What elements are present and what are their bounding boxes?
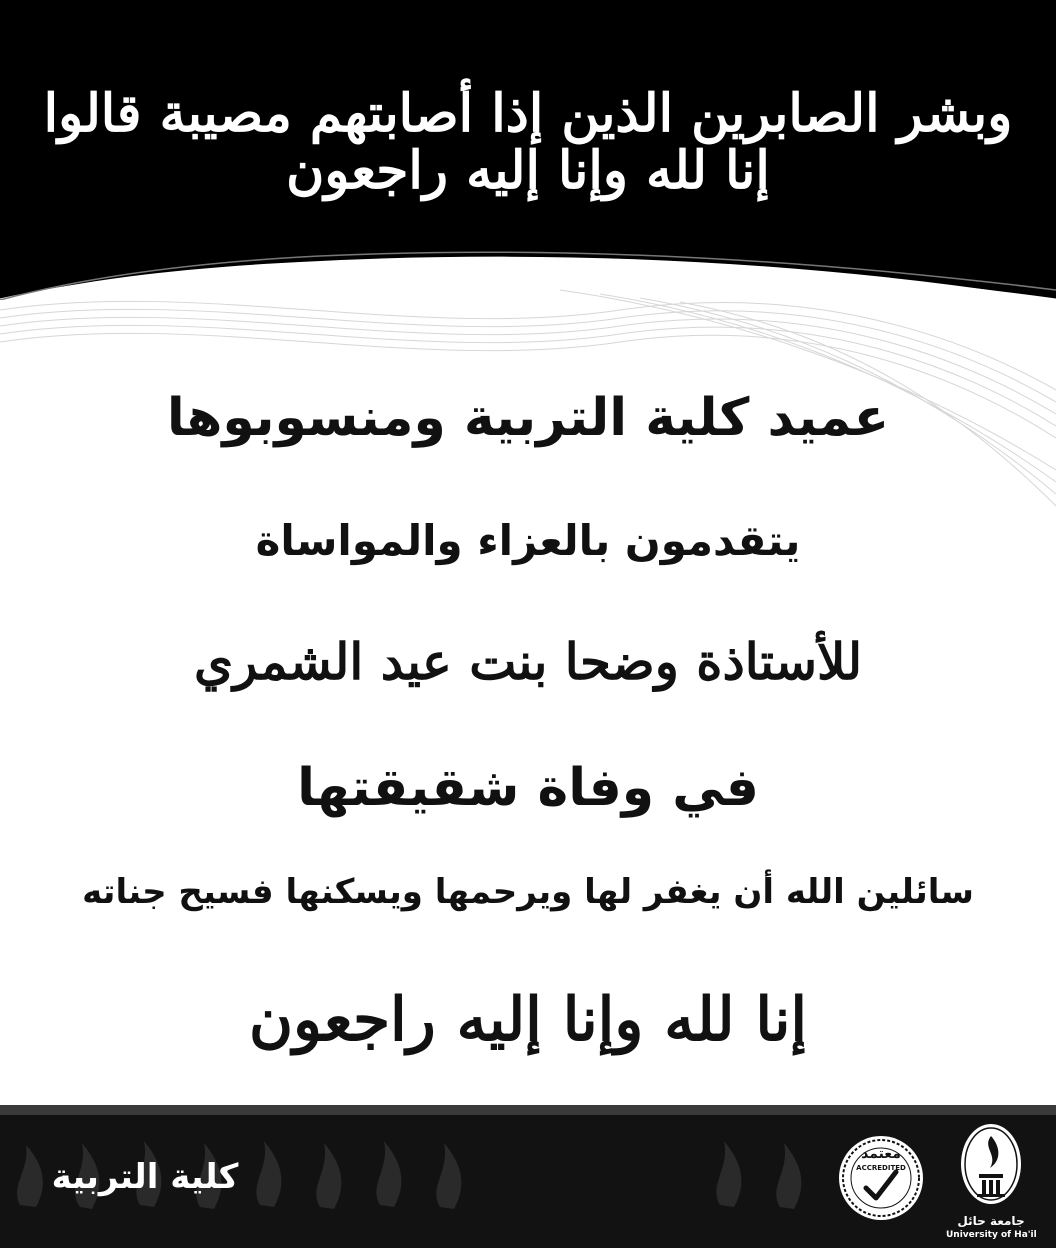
accreditation-label-en: ACCREDITED [856, 1164, 906, 1172]
recipient-name: للأستاذة وضحا بنت عيد الشمري [193, 632, 863, 691]
accreditation-seal-icon [836, 1122, 926, 1234]
university-emblem [946, 1118, 1036, 1210]
condolence-line: يتقدمون بالعزاء والمواساة [255, 516, 801, 565]
college-name: كلية التربية [51, 1157, 239, 1197]
top-verse-calligraphy: وبشر الصابرين الذين إذا أصابتهم مصيبة قالوا إنا لله وإنا إليه راجعون [43, 82, 1013, 201]
university-name-en: University of Ha'il [946, 1230, 1037, 1240]
top-banner [0, 0, 1056, 300]
occasion-line: في وفاة شقيقتها [297, 758, 759, 818]
prayer-line: سائلين الله أن يغفر لها ويرحمها ويسكنها فسيح جناته [82, 872, 974, 912]
dean-heading: عميد كلية التربية ومنسوبوها [166, 388, 890, 448]
university-logo-icon [946, 1118, 1036, 1244]
closing-verse-calligraphy: إنا لله وإنا إليه راجعون [248, 985, 808, 1055]
accreditation-label-ar: معتمد [861, 1146, 901, 1162]
university-name-ar: جامعة حائل [957, 1214, 1025, 1228]
seal-graphic [836, 1122, 926, 1234]
footer-top-stripe [0, 1105, 1056, 1115]
